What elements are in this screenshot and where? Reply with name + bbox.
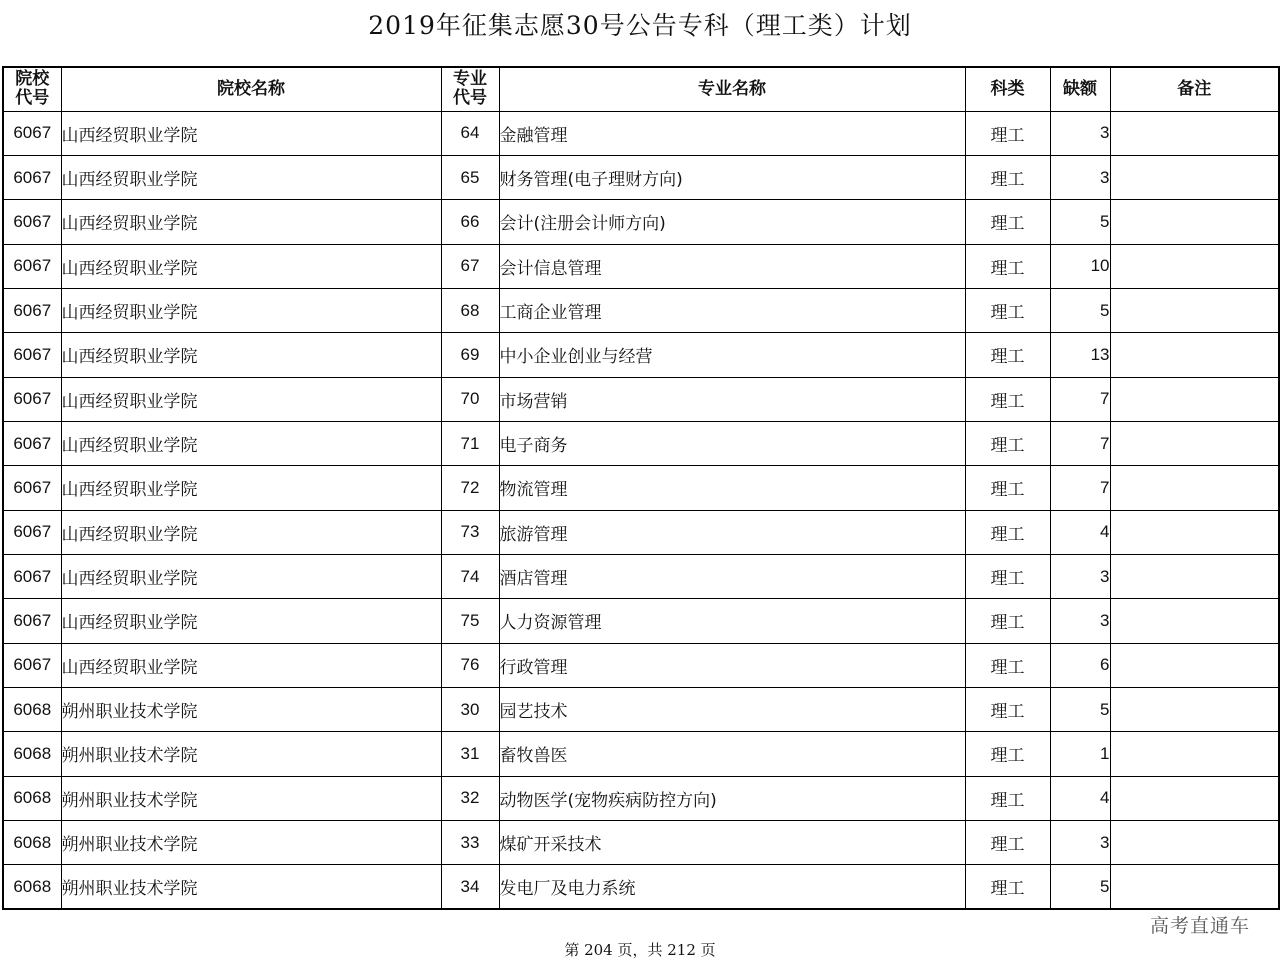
cell-category: 理工 bbox=[965, 466, 1050, 510]
cell-major-code: 75 bbox=[441, 599, 499, 643]
cell-school-name: 山西经贸职业学院 bbox=[61, 377, 441, 421]
cell-remarks bbox=[1110, 377, 1279, 421]
cell-major-code: 68 bbox=[441, 288, 499, 332]
cell-remarks bbox=[1110, 865, 1279, 909]
watermark: 高考直通车 bbox=[1149, 915, 1250, 937]
header-category: 科类 bbox=[965, 67, 1050, 111]
cell-major-name: 市场营销 bbox=[499, 377, 965, 421]
cell-school-name: 朔州职业技术学院 bbox=[61, 821, 441, 865]
cell-school-code: 6068 bbox=[3, 821, 61, 865]
table-row bbox=[3, 821, 1279, 865]
table-row bbox=[3, 333, 1279, 377]
cell-major-name: 煤矿开采技术 bbox=[499, 821, 965, 865]
cell-category: 理工 bbox=[965, 200, 1050, 244]
cell-category: 理工 bbox=[965, 643, 1050, 687]
cell-remarks bbox=[1110, 244, 1279, 288]
cell-remarks bbox=[1110, 776, 1279, 820]
page-footer: 第 204 页，共 212 页 bbox=[564, 941, 716, 959]
cell-school-code: 6067 bbox=[3, 111, 61, 155]
table-row bbox=[3, 288, 1279, 332]
cell-school-code: 6067 bbox=[3, 643, 61, 687]
cell-major-code: 32 bbox=[441, 776, 499, 820]
table-row bbox=[3, 111, 1279, 155]
cell-major-name: 会计信息管理 bbox=[499, 244, 965, 288]
cell-major-name: 物流管理 bbox=[499, 466, 965, 510]
cell-major-code: 65 bbox=[441, 155, 499, 199]
cell-school-code: 6068 bbox=[3, 776, 61, 820]
cell-remarks bbox=[1110, 687, 1279, 731]
cell-school-name: 山西经贸职业学院 bbox=[61, 554, 441, 598]
cell-remarks bbox=[1110, 111, 1279, 155]
cell-category: 理工 bbox=[965, 111, 1050, 155]
table-row bbox=[3, 687, 1279, 731]
cell-school-code: 6067 bbox=[3, 244, 61, 288]
cell-school-code: 6067 bbox=[3, 377, 61, 421]
cell-school-name: 山西经贸职业学院 bbox=[61, 244, 441, 288]
cell-category: 理工 bbox=[965, 421, 1050, 465]
cell-school-code: 6067 bbox=[3, 554, 61, 598]
cell-school-name: 山西经贸职业学院 bbox=[61, 288, 441, 332]
table-row bbox=[3, 599, 1279, 643]
cell-vacancies: 3 bbox=[1050, 599, 1110, 643]
cell-major-name: 园艺技术 bbox=[499, 687, 965, 731]
cell-major-name: 会计(注册会计师方向) bbox=[499, 200, 965, 244]
cell-remarks bbox=[1110, 599, 1279, 643]
cell-major-code: 72 bbox=[441, 466, 499, 510]
header-vacancies: 缺额 bbox=[1050, 67, 1110, 111]
cell-school-code: 6067 bbox=[3, 200, 61, 244]
cell-school-name: 山西经贸职业学院 bbox=[61, 333, 441, 377]
cell-category: 理工 bbox=[965, 599, 1050, 643]
header-major-code: 专业代号 bbox=[441, 67, 499, 111]
table-row bbox=[3, 421, 1279, 465]
cell-remarks bbox=[1110, 288, 1279, 332]
cell-major-name: 财务管理(电子理财方向) bbox=[499, 155, 965, 199]
cell-school-code: 6067 bbox=[3, 510, 61, 554]
cell-school-name: 朔州职业技术学院 bbox=[61, 865, 441, 909]
cell-category: 理工 bbox=[965, 155, 1050, 199]
table-row bbox=[3, 643, 1279, 687]
cell-category: 理工 bbox=[965, 377, 1050, 421]
cell-category: 理工 bbox=[965, 821, 1050, 865]
cell-vacancies: 3 bbox=[1050, 155, 1110, 199]
cell-vacancies: 6 bbox=[1050, 643, 1110, 687]
cell-remarks bbox=[1110, 155, 1279, 199]
cell-major-name: 发电厂及电力系统 bbox=[499, 865, 965, 909]
header-school-name: 院校名称 bbox=[61, 67, 441, 111]
cell-school-code: 6067 bbox=[3, 333, 61, 377]
cell-category: 理工 bbox=[965, 776, 1050, 820]
cell-category: 理工 bbox=[965, 732, 1050, 776]
cell-vacancies: 5 bbox=[1050, 200, 1110, 244]
cell-remarks bbox=[1110, 466, 1279, 510]
cell-vacancies: 4 bbox=[1050, 776, 1110, 820]
cell-major-name: 酒店管理 bbox=[499, 554, 965, 598]
header-remarks: 备注 bbox=[1110, 67, 1279, 111]
cell-major-name: 行政管理 bbox=[499, 643, 965, 687]
cell-vacancies: 5 bbox=[1050, 865, 1110, 909]
cell-vacancies: 13 bbox=[1050, 333, 1110, 377]
cell-vacancies: 3 bbox=[1050, 821, 1110, 865]
cell-major-code: 31 bbox=[441, 732, 499, 776]
cell-major-name: 动物医学(宠物疾病防控方向) bbox=[499, 776, 965, 820]
cell-major-code: 66 bbox=[441, 200, 499, 244]
cell-category: 理工 bbox=[965, 554, 1050, 598]
cell-remarks bbox=[1110, 821, 1279, 865]
cell-school-name: 山西经贸职业学院 bbox=[61, 599, 441, 643]
cell-vacancies: 1 bbox=[1050, 732, 1110, 776]
cell-vacancies: 7 bbox=[1050, 466, 1110, 510]
header-school-code: 院校代号 bbox=[3, 67, 61, 111]
cell-major-name: 中小企业创业与经营 bbox=[499, 333, 965, 377]
table-row bbox=[3, 554, 1279, 598]
cell-remarks bbox=[1110, 732, 1279, 776]
table-row bbox=[3, 510, 1279, 554]
table-row bbox=[3, 732, 1279, 776]
cell-school-code: 6067 bbox=[3, 466, 61, 510]
cell-vacancies: 5 bbox=[1050, 687, 1110, 731]
cell-major-code: 64 bbox=[441, 111, 499, 155]
cell-school-name: 朔州职业技术学院 bbox=[61, 776, 441, 820]
cell-remarks bbox=[1110, 421, 1279, 465]
cell-school-name: 山西经贸职业学院 bbox=[61, 510, 441, 554]
cell-school-name: 山西经贸职业学院 bbox=[61, 155, 441, 199]
cell-major-name: 人力资源管理 bbox=[499, 599, 965, 643]
cell-remarks bbox=[1110, 333, 1279, 377]
cell-school-code: 6067 bbox=[3, 288, 61, 332]
table-row bbox=[3, 200, 1279, 244]
table-row bbox=[3, 244, 1279, 288]
cell-category: 理工 bbox=[965, 244, 1050, 288]
cell-major-code: 71 bbox=[441, 421, 499, 465]
cell-major-name: 旅游管理 bbox=[499, 510, 965, 554]
cell-remarks bbox=[1110, 510, 1279, 554]
cell-category: 理工 bbox=[965, 333, 1050, 377]
cell-school-name: 山西经贸职业学院 bbox=[61, 111, 441, 155]
cell-school-code: 6068 bbox=[3, 687, 61, 731]
cell-school-name: 朔州职业技术学院 bbox=[61, 687, 441, 731]
table-row bbox=[3, 865, 1279, 909]
cell-vacancies: 3 bbox=[1050, 554, 1110, 598]
cell-vacancies: 10 bbox=[1050, 244, 1110, 288]
enrollment-plan-table bbox=[2, 66, 1280, 910]
cell-school-name: 朔州职业技术学院 bbox=[61, 732, 441, 776]
header-major-name: 专业名称 bbox=[499, 67, 965, 111]
cell-major-name: 畜牧兽医 bbox=[499, 732, 965, 776]
cell-major-code: 34 bbox=[441, 865, 499, 909]
cell-major-name: 金融管理 bbox=[499, 111, 965, 155]
cell-school-code: 6068 bbox=[3, 732, 61, 776]
cell-school-name: 山西经贸职业学院 bbox=[61, 466, 441, 510]
cell-school-code: 6068 bbox=[3, 865, 61, 909]
cell-vacancies: 4 bbox=[1050, 510, 1110, 554]
table-row bbox=[3, 155, 1279, 199]
cell-major-code: 76 bbox=[441, 643, 499, 687]
cell-major-code: 69 bbox=[441, 333, 499, 377]
cell-category: 理工 bbox=[965, 687, 1050, 731]
table-row bbox=[3, 377, 1279, 421]
cell-vacancies: 7 bbox=[1050, 421, 1110, 465]
cell-major-code: 30 bbox=[441, 687, 499, 731]
cell-remarks bbox=[1110, 643, 1279, 687]
cell-category: 理工 bbox=[965, 288, 1050, 332]
cell-major-code: 74 bbox=[441, 554, 499, 598]
cell-major-code: 73 bbox=[441, 510, 499, 554]
cell-category: 理工 bbox=[965, 865, 1050, 909]
cell-major-code: 67 bbox=[441, 244, 499, 288]
cell-major-code: 33 bbox=[441, 821, 499, 865]
cell-school-code: 6067 bbox=[3, 155, 61, 199]
cell-school-name: 山西经贸职业学院 bbox=[61, 421, 441, 465]
cell-vacancies: 3 bbox=[1050, 111, 1110, 155]
cell-school-name: 山西经贸职业学院 bbox=[61, 643, 441, 687]
cell-school-code: 6067 bbox=[3, 599, 61, 643]
cell-school-code: 6067 bbox=[3, 421, 61, 465]
cell-major-code: 70 bbox=[441, 377, 499, 421]
cell-remarks bbox=[1110, 554, 1279, 598]
cell-vacancies: 7 bbox=[1050, 377, 1110, 421]
page-title: 2019年征集志愿30号公告专科（理工类）计划 bbox=[368, 11, 912, 40]
cell-vacancies: 5 bbox=[1050, 288, 1110, 332]
cell-school-name: 山西经贸职业学院 bbox=[61, 200, 441, 244]
cell-major-name: 工商企业管理 bbox=[499, 288, 965, 332]
table-row bbox=[3, 776, 1279, 820]
cell-remarks bbox=[1110, 200, 1279, 244]
cell-category: 理工 bbox=[965, 510, 1050, 554]
cell-major-name: 电子商务 bbox=[499, 421, 965, 465]
table-header-row bbox=[3, 67, 1279, 111]
table-row bbox=[3, 466, 1279, 510]
